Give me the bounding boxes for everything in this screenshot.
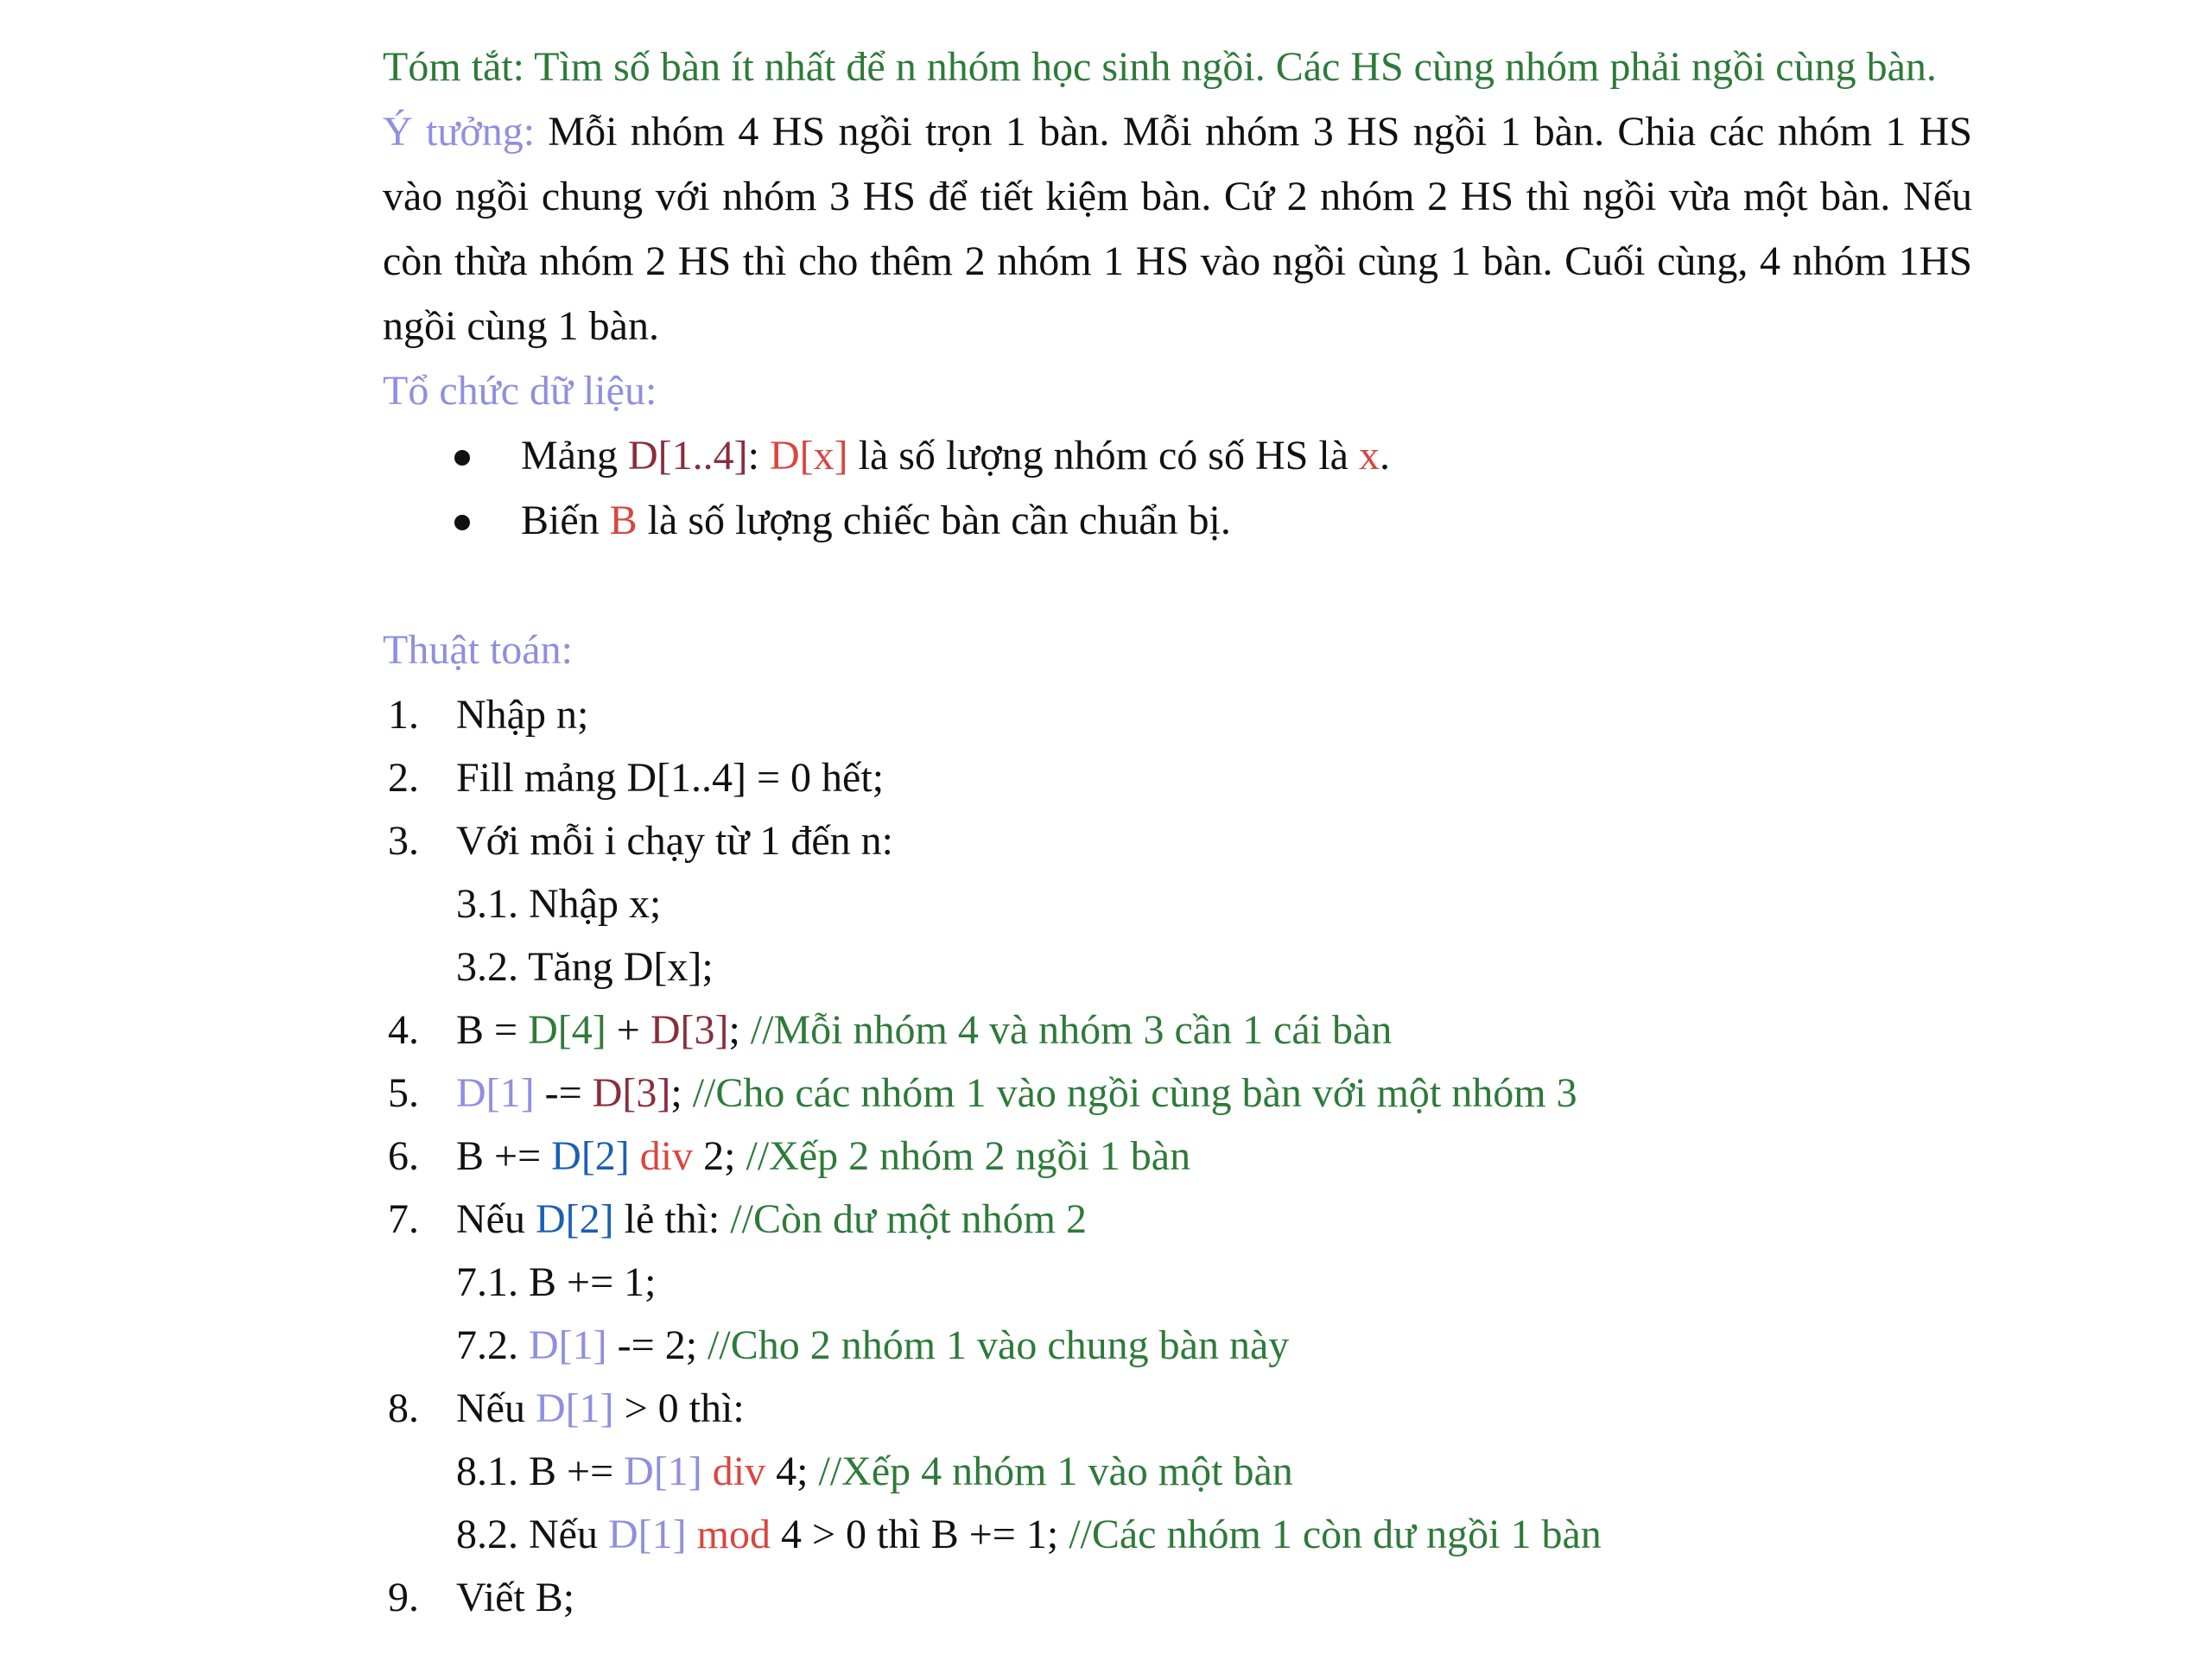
step-number: 9. [388, 1575, 419, 1620]
array-element: D[4] [528, 1007, 606, 1053]
code-comment: //Xếp 2 nhóm 2 ngồi 1 bàn [746, 1133, 1191, 1179]
code-text: 2; [693, 1133, 746, 1179]
code-text: ; [670, 1070, 693, 1116]
step-number: 5. [388, 1070, 419, 1116]
idea-paragraph [383, 99, 1972, 358]
substep-row [383, 1250, 1972, 1313]
array-element: D[3] [592, 1070, 671, 1116]
step-row [383, 1565, 1972, 1628]
spacer [383, 553, 1972, 618]
step-row [383, 1376, 1972, 1439]
step-text: Với mỗi i chạy từ 1 đến n: [456, 818, 893, 864]
step-text: 3.1. Nhập x; [456, 881, 662, 927]
code-comment: //Xếp 4 nhóm 1 vào một bàn [818, 1449, 1293, 1494]
code-comment: //Cho các nhóm 1 vào ngồi cùng bàn với một nhóm 3 [692, 1070, 1577, 1116]
bullet-text: : [747, 433, 770, 479]
code-text: 8.1. B += [456, 1449, 625, 1494]
operator-keyword: div [701, 1449, 766, 1494]
code-text: B = [456, 1007, 529, 1053]
bullet-text: . [1379, 433, 1390, 479]
step-row [383, 745, 1972, 808]
idea-label: Ý tưởng: [383, 109, 536, 155]
code-text: + [606, 1007, 650, 1053]
data-org-heading: Tổ chức dữ liệu: [383, 368, 657, 414]
summary-text: Tìm số bàn ít nhất để n nhóm học sinh ngồi. Các HS cùng nhóm phải ngồi cùng bàn. [524, 44, 1937, 90]
code-text: 7.2. [456, 1322, 529, 1368]
algorithm-steps [383, 682, 1972, 1628]
substep-row [383, 872, 1972, 935]
data-org-list [383, 423, 1972, 553]
step-row [383, 808, 1972, 872]
array-element: D[3] [650, 1007, 729, 1053]
operator-keyword: div [629, 1133, 694, 1179]
operator-keyword: mod [686, 1512, 771, 1557]
code-text: 8.2. Nếu [456, 1512, 608, 1557]
step-number: 3. [388, 818, 419, 864]
code-comment: //Mỗi nhóm 4 và nhóm 3 cần 1 cái bàn [750, 1007, 1393, 1053]
step-text [456, 998, 1392, 1062]
code-text: > 0 thì: [613, 1385, 745, 1431]
list-item [383, 423, 1972, 488]
bullet-text: là số lượng chiếc bàn cần chuẩn bị. [637, 498, 1231, 543]
array-element: D[2] [551, 1133, 630, 1179]
code-text: -= [534, 1070, 593, 1116]
step-text: 7.1. B += 1; [456, 1259, 657, 1305]
code-text: 4; [765, 1449, 819, 1494]
code-comment: //Các nhóm 1 còn dư ngồi 1 bàn [1069, 1512, 1602, 1557]
code-comment: //Còn dư một nhóm 2 [730, 1196, 1087, 1242]
code-text: Nếu [456, 1196, 536, 1242]
code-text: B += [456, 1133, 552, 1179]
step-number: 7. [388, 1196, 419, 1242]
step-row [383, 1061, 1972, 1124]
bullet-text: Mảng [521, 433, 628, 479]
code-text: ; [728, 1007, 751, 1053]
array-element: D[1] [624, 1449, 702, 1494]
step-number: 2. [388, 755, 419, 801]
step-row [383, 1187, 1972, 1250]
summary-label: Tóm tắt: [383, 44, 524, 90]
step-text [456, 1313, 1289, 1378]
step-text [456, 1502, 1602, 1567]
document-page [383, 35, 1972, 1628]
algorithm-heading: Thuật toán: [383, 627, 573, 673]
bullet-text: là số lượng nhóm có số HS là [847, 433, 1359, 479]
step-number: 1. [388, 692, 419, 738]
code-text: Nếu [456, 1385, 536, 1431]
variable-b: B [609, 498, 638, 543]
code-comment: //Cho 2 nhóm 1 vào chung bàn này [708, 1322, 1290, 1368]
idea-text: Mỗi nhóm 4 HS ngồi trọn 1 bàn. Mỗi nhóm 3 HS ngồi 1 bàn. Chia các nhóm 1 HS vào ngồi chung với nhóm 3 HS để tiết kiệm bàn. Cứ 2 nhóm 2 HS thì ngồi vừa một bàn. Nếu còn thừa nhóm 2 HS thì cho thêm 2 nhóm 1 HS vào ngồi cùng 1 bàn. Cuối cùng, 4 nhóm 1HS ngồi cùng 1 bàn. [383, 109, 1973, 349]
code-text: lẻ thì: [613, 1196, 731, 1242]
step-row [383, 1124, 1972, 1187]
bullet-dot-icon [454, 515, 470, 530]
substep-row [383, 1439, 1972, 1502]
step-row [383, 682, 1972, 745]
step-text: Fill mảng D[1..4] = 0 hết; [456, 755, 885, 801]
step-text [456, 1376, 745, 1441]
step-number: 6. [388, 1133, 419, 1179]
array-element: D[1] [535, 1385, 614, 1431]
array-element: D[2] [535, 1196, 614, 1242]
step-text: Viết B; [456, 1575, 575, 1620]
substep-row [383, 1313, 1972, 1376]
step-text: 3.2. Tăng D[x]; [456, 944, 714, 990]
step-number: 8. [388, 1385, 419, 1431]
array-name: D[1..4] [627, 433, 748, 479]
step-text [456, 1439, 1293, 1504]
code-text: 4 > 0 thì B += 1; [770, 1512, 1069, 1557]
list-item [383, 488, 1972, 553]
step-text [456, 1061, 1577, 1125]
array-element: D[x] [769, 433, 848, 479]
substep-row [383, 1502, 1972, 1565]
step-text: Nhập n; [456, 692, 589, 738]
step-row [383, 998, 1972, 1061]
bullet-text: Biến [521, 498, 610, 543]
step-text [456, 1187, 1087, 1252]
summary-paragraph [383, 35, 1972, 99]
array-element: D[1] [456, 1070, 535, 1116]
array-element: D[1] [607, 1512, 687, 1557]
code-text: -= 2; [606, 1322, 708, 1368]
array-element: D[1] [529, 1322, 607, 1368]
step-number: 4. [388, 1007, 419, 1053]
step-text [456, 1124, 1190, 1189]
variable-x: x [1358, 433, 1380, 479]
bullet-dot-icon [454, 450, 470, 466]
substep-row [383, 935, 1972, 998]
